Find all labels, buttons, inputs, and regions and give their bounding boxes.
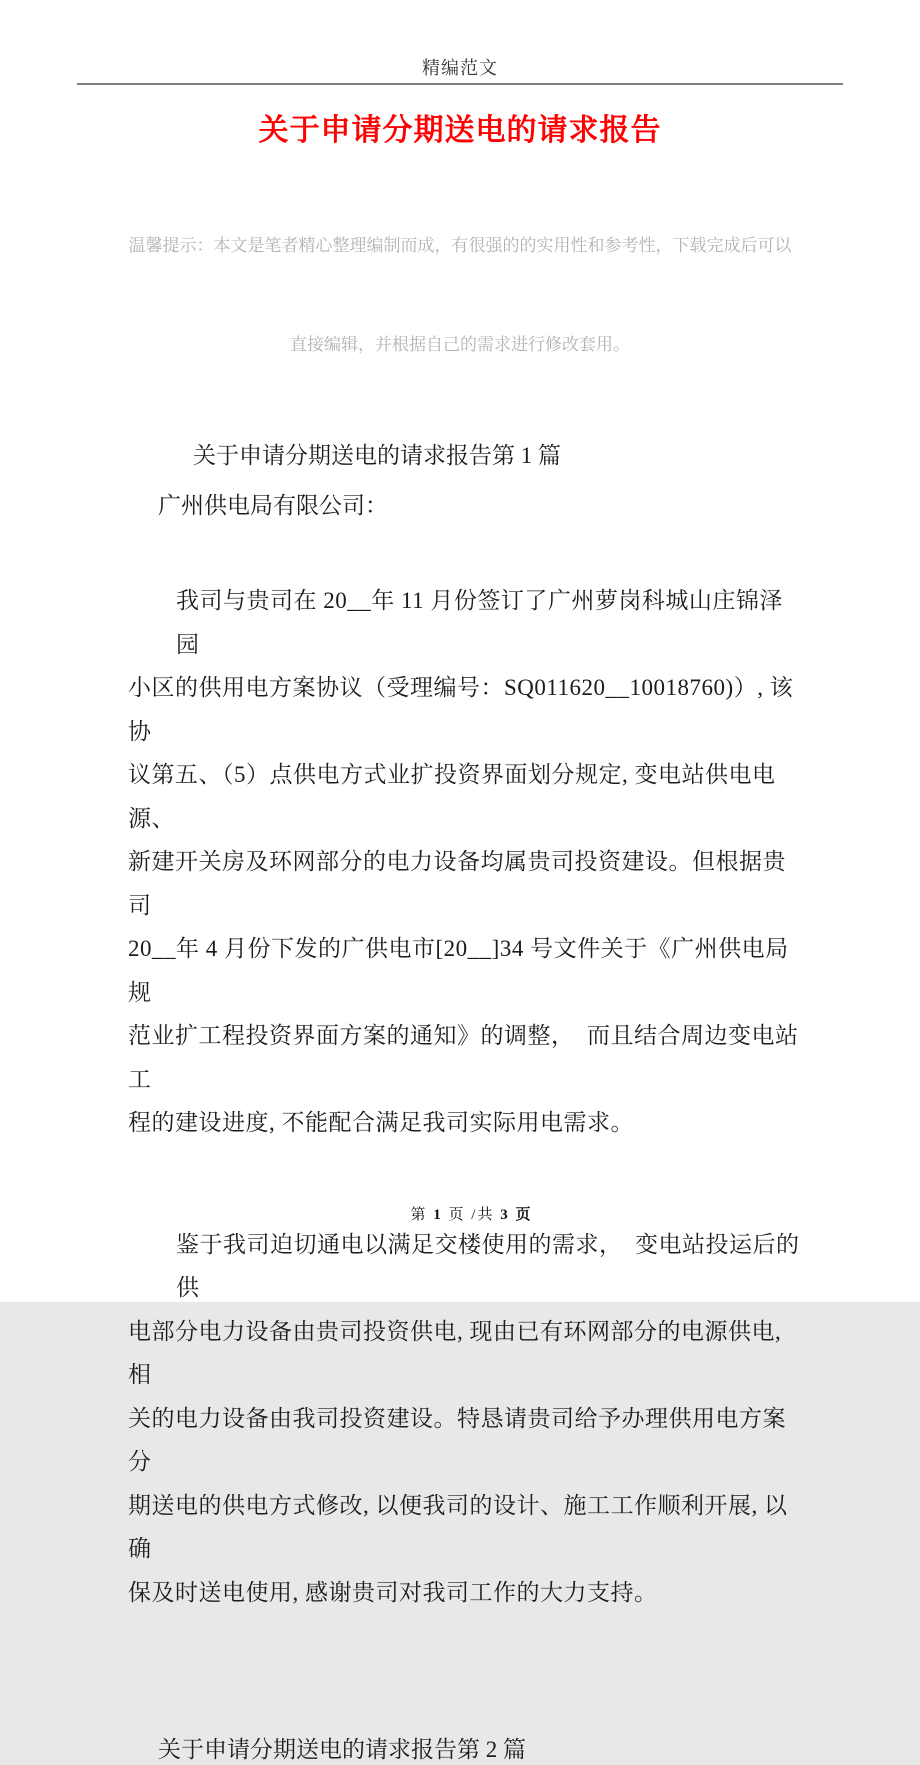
paragraph-line: 关的电力设备由我司投资建设。特恳请贵司给予办理供用电方案分 bbox=[128, 1405, 786, 1474]
paragraph-line: 电部分电力设备由贵司投资供电, 现由已有环网部分的电源供电, 相 bbox=[128, 1318, 788, 1387]
paragraph-line: 鉴于我司迫切通电以满足交楼使用的需求， 变电站投运后的供 bbox=[176, 1231, 800, 1300]
paragraph-line: 期送电的供电方式修改, 以便我司的设计、施工工作顺利开展, 以确 bbox=[128, 1492, 788, 1561]
paragraph-1 bbox=[128, 579, 802, 1145]
footer-current-page-number: 1 bbox=[433, 1207, 443, 1223]
paragraph-line: 程的建设进度, 不能配合满足我司实际用电需求。 bbox=[128, 1110, 634, 1135]
footer-total-pages: 3 页 bbox=[500, 1207, 533, 1223]
salutation-line: 广州供电局有限公司： bbox=[158, 493, 388, 518]
section-heading-part-1: 关于申请分期送电的请求报告第 1 篇 bbox=[193, 443, 561, 468]
paragraph-line: 议第五、（5）点供电方式业扩投资界面划分规定, 变电站供电电源、 bbox=[128, 762, 776, 831]
paragraph-2 bbox=[128, 1223, 802, 1615]
paragraph-line: 20__年 4 月份下发的广供电市[20__]34 号文件关于《广州供电局规 bbox=[128, 936, 789, 1005]
header-watermark-text: 精编范文 bbox=[422, 58, 498, 78]
tip-line-2: 直接编辑，并根据自己的需求进行修改套用。 bbox=[290, 335, 630, 354]
footer-prefix: 第 bbox=[410, 1207, 434, 1223]
tip-block bbox=[0, 163, 920, 427]
paragraph-line: 范业扩工程投资界面方案的通知》的调整， 而且结合周边变电站工 bbox=[128, 1023, 799, 1092]
tip-line-1: 温馨提示：本文是笔者精心整理编制而成，有很强的的实用性和参考性，下载完成后可以 bbox=[128, 236, 792, 255]
header-divider-line bbox=[77, 83, 843, 85]
document-title: 关于申请分期送电的请求报告 bbox=[258, 114, 662, 147]
page-footer bbox=[0, 1186, 920, 1241]
paragraph-line: 新建开关房及环网部分的电力设备均属贵司投资建设。但根据贵司 bbox=[128, 849, 786, 918]
footer-middle: 页 /共 bbox=[442, 1207, 501, 1223]
paragraph-line: 我司与贵司在 20__年 11 月份签订了广州萝岗科城山庄锦泽园 bbox=[176, 588, 783, 657]
section-heading-part-2: 关于申请分期送电的请求报告第 2 篇 bbox=[158, 1737, 526, 1762]
paragraph-line: 保及时送电使用, 感谢贵司对我司工作的大力支持。 bbox=[128, 1579, 658, 1605]
document-body bbox=[0, 441, 920, 1765]
paragraph-line: 小区的供用电方案协议（受理编号：SQ011620__10018760)）, 该协 bbox=[128, 675, 794, 744]
